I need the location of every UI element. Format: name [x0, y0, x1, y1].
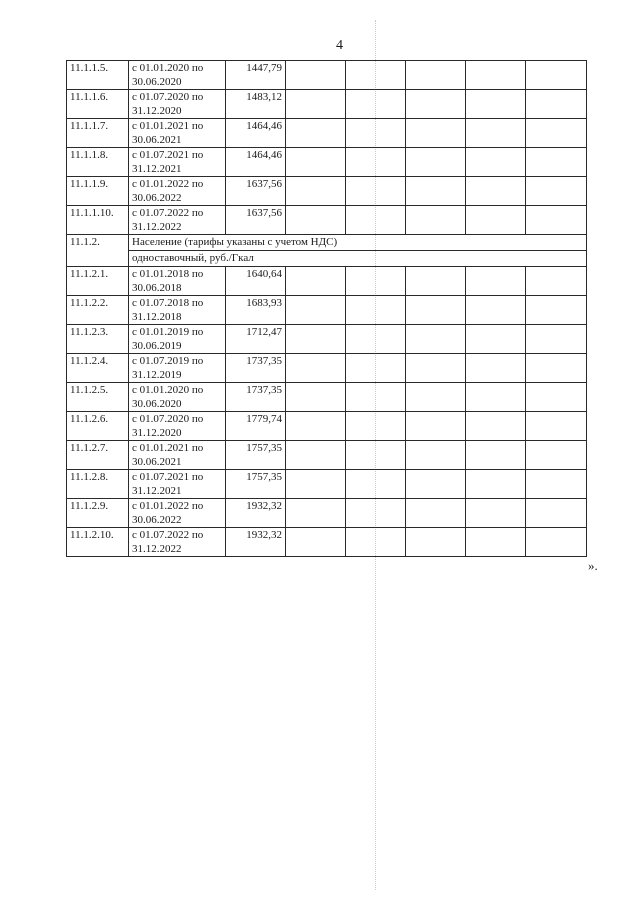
row-period	[129, 383, 226, 412]
empty-cell	[466, 383, 526, 412]
empty-cell	[466, 470, 526, 499]
empty-cell	[406, 470, 466, 499]
table-row	[67, 296, 587, 325]
row-tariff-value: 1712,47	[226, 325, 286, 354]
period-start: с 01.07.2021 по	[132, 149, 204, 161]
period-end: 31.12.2020	[132, 427, 182, 439]
empty-cell	[526, 325, 587, 354]
row-period	[129, 499, 226, 528]
table-row	[67, 148, 587, 177]
empty-cell	[406, 90, 466, 119]
empty-cell	[526, 528, 587, 557]
row-tariff-value: 1932,32	[226, 499, 286, 528]
empty-cell	[286, 499, 346, 528]
empty-cell	[526, 383, 587, 412]
empty-cell	[406, 354, 466, 383]
empty-cell	[346, 177, 406, 206]
empty-cell	[286, 267, 346, 296]
empty-cell	[406, 383, 466, 412]
empty-cell	[466, 528, 526, 557]
period-end: 31.12.2018	[132, 311, 182, 323]
row-period	[129, 61, 226, 90]
empty-cell	[406, 61, 466, 90]
empty-cell	[406, 148, 466, 177]
period-start: с 01.01.2020 по	[132, 384, 204, 396]
table-row	[67, 470, 587, 499]
period-start: с 01.07.2020 по	[132, 413, 204, 425]
table-row	[67, 90, 587, 119]
empty-cell	[466, 177, 526, 206]
row-period	[129, 325, 226, 354]
empty-cell	[466, 296, 526, 325]
empty-cell	[286, 61, 346, 90]
row-code: 11.1.1.6.	[67, 90, 129, 119]
tariff-table	[66, 60, 587, 557]
tariff-rows-top	[67, 61, 587, 235]
row-period	[129, 206, 226, 235]
period-start: с 01.07.2019 по	[132, 355, 204, 367]
empty-cell	[286, 383, 346, 412]
table-row	[67, 441, 587, 470]
period-start: с 01.07.2021 по	[132, 471, 204, 483]
empty-cell	[406, 177, 466, 206]
period-end: 31.12.2019	[132, 369, 182, 381]
table-row	[67, 61, 587, 90]
empty-cell	[526, 470, 587, 499]
empty-cell	[346, 325, 406, 354]
empty-cell	[466, 499, 526, 528]
period-end: 30.06.2021	[132, 456, 182, 468]
empty-cell	[286, 90, 346, 119]
period-end: 31.12.2022	[132, 221, 182, 233]
section-subtitle: одноставочный, руб./Гкал	[129, 251, 587, 267]
empty-cell	[286, 148, 346, 177]
empty-cell	[526, 354, 587, 383]
row-tariff-value: 1757,35	[226, 441, 286, 470]
empty-cell	[406, 499, 466, 528]
empty-cell	[346, 267, 406, 296]
empty-cell	[346, 119, 406, 148]
row-tariff-value: 1737,35	[226, 383, 286, 412]
empty-cell	[466, 148, 526, 177]
row-tariff-value: 1464,46	[226, 119, 286, 148]
period-start: с 01.01.2022 по	[132, 500, 204, 512]
empty-cell	[346, 148, 406, 177]
period-start: с 01.07.2022 по	[132, 207, 204, 219]
table-row	[67, 412, 587, 441]
empty-cell	[286, 296, 346, 325]
row-code: 11.1.2.2.	[67, 296, 129, 325]
row-tariff-value: 1447,79	[226, 61, 286, 90]
table-row	[67, 267, 587, 296]
table-row	[67, 383, 587, 412]
empty-cell	[346, 61, 406, 90]
empty-cell	[346, 296, 406, 325]
row-code: 11.1.1.10.	[67, 206, 129, 235]
empty-cell	[526, 119, 587, 148]
empty-cell	[286, 119, 346, 148]
empty-cell	[406, 528, 466, 557]
row-code: 11.1.2.8.	[67, 470, 129, 499]
row-code: 11.1.1.9.	[67, 177, 129, 206]
empty-cell	[526, 148, 587, 177]
empty-cell	[286, 412, 346, 441]
empty-cell	[346, 354, 406, 383]
row-period	[129, 148, 226, 177]
row-tariff-value: 1637,56	[226, 206, 286, 235]
period-start: с 01.07.2020 по	[132, 91, 204, 103]
empty-cell	[286, 354, 346, 383]
empty-cell	[346, 499, 406, 528]
section-header	[67, 235, 587, 267]
row-tariff-value: 1757,35	[226, 470, 286, 499]
empty-cell	[466, 119, 526, 148]
period-end: 30.06.2022	[132, 192, 182, 204]
row-code: 11.1.2.3.	[67, 325, 129, 354]
empty-cell	[526, 206, 587, 235]
row-code: 11.1.2.5.	[67, 383, 129, 412]
empty-cell	[526, 412, 587, 441]
row-period	[129, 470, 226, 499]
period-end: 31.12.2022	[132, 543, 182, 555]
table-row	[67, 499, 587, 528]
empty-cell	[346, 412, 406, 441]
row-period	[129, 412, 226, 441]
row-tariff-value: 1483,12	[226, 90, 286, 119]
row-period	[129, 119, 226, 148]
empty-cell	[526, 177, 587, 206]
row-period	[129, 90, 226, 119]
empty-cell	[286, 325, 346, 354]
table-row	[67, 119, 587, 148]
table-row	[67, 528, 587, 557]
empty-cell	[466, 412, 526, 441]
row-period	[129, 296, 226, 325]
empty-cell	[526, 296, 587, 325]
row-tariff-value: 1637,56	[226, 177, 286, 206]
period-end: 31.12.2020	[132, 105, 182, 117]
empty-cell	[346, 206, 406, 235]
empty-cell	[406, 267, 466, 296]
empty-cell	[466, 61, 526, 90]
row-code: 11.1.2.4.	[67, 354, 129, 383]
period-end: 30.06.2020	[132, 398, 182, 410]
row-code: 11.1.2.1.	[67, 267, 129, 296]
empty-cell	[466, 267, 526, 296]
period-end: 31.12.2021	[132, 485, 182, 497]
empty-cell	[286, 441, 346, 470]
empty-cell	[406, 325, 466, 354]
section-title: Население (тарифы указаны с учетом НДС)	[129, 235, 587, 251]
empty-cell	[466, 354, 526, 383]
empty-cell	[526, 441, 587, 470]
period-start: с 01.01.2019 по	[132, 326, 204, 338]
period-start: с 01.01.2018 по	[132, 268, 204, 280]
row-tariff-value: 1464,46	[226, 148, 286, 177]
period-end: 31.12.2021	[132, 163, 182, 175]
empty-cell	[346, 383, 406, 412]
row-period	[129, 528, 226, 557]
period-start: с 01.01.2021 по	[132, 442, 204, 454]
row-code: 11.1.1.7.	[67, 119, 129, 148]
row-period	[129, 354, 226, 383]
row-period	[129, 177, 226, 206]
table-row	[67, 325, 587, 354]
empty-cell	[406, 441, 466, 470]
section-code: 11.1.2.	[67, 235, 129, 267]
period-end: 30.06.2020	[132, 76, 182, 88]
empty-cell	[286, 206, 346, 235]
row-tariff-value: 1737,35	[226, 354, 286, 383]
row-tariff-value: 1932,32	[226, 528, 286, 557]
period-end: 30.06.2018	[132, 282, 182, 294]
period-end: 30.06.2019	[132, 340, 182, 352]
closing-quote-mark: ».	[588, 558, 598, 573]
empty-cell	[466, 90, 526, 119]
empty-cell	[346, 441, 406, 470]
table-row	[67, 177, 587, 206]
empty-cell	[406, 296, 466, 325]
table-row	[67, 206, 587, 235]
period-end: 30.06.2022	[132, 514, 182, 526]
period-start: с 01.01.2021 по	[132, 120, 204, 132]
row-tariff-value: 1683,93	[226, 296, 286, 325]
empty-cell	[286, 177, 346, 206]
empty-cell	[406, 412, 466, 441]
empty-cell	[526, 90, 587, 119]
empty-cell	[406, 119, 466, 148]
empty-cell	[466, 441, 526, 470]
row-code: 11.1.2.9.	[67, 499, 129, 528]
row-code: 11.1.1.8.	[67, 148, 129, 177]
row-period	[129, 267, 226, 296]
row-tariff-value: 1779,74	[226, 412, 286, 441]
row-code: 11.1.2.10.	[67, 528, 129, 557]
empty-cell	[346, 90, 406, 119]
table-row	[67, 354, 587, 383]
period-start: с 01.07.2018 по	[132, 297, 204, 309]
page-number: 4	[336, 38, 343, 53]
period-start: с 01.01.2020 по	[132, 62, 204, 74]
empty-cell	[466, 325, 526, 354]
period-end: 30.06.2021	[132, 134, 182, 146]
empty-cell	[526, 499, 587, 528]
empty-cell	[286, 528, 346, 557]
period-start: с 01.07.2022 по	[132, 529, 204, 541]
row-code: 11.1.1.5.	[67, 61, 129, 90]
row-code: 11.1.2.6.	[67, 412, 129, 441]
empty-cell	[346, 528, 406, 557]
row-tariff-value: 1640,64	[226, 267, 286, 296]
empty-cell	[466, 206, 526, 235]
empty-cell	[346, 470, 406, 499]
empty-cell	[526, 267, 587, 296]
row-code: 11.1.2.7.	[67, 441, 129, 470]
empty-cell	[286, 470, 346, 499]
empty-cell	[406, 206, 466, 235]
row-period	[129, 441, 226, 470]
period-start: с 01.01.2022 по	[132, 178, 204, 190]
empty-cell	[526, 61, 587, 90]
tariff-rows-bottom	[67, 267, 587, 557]
